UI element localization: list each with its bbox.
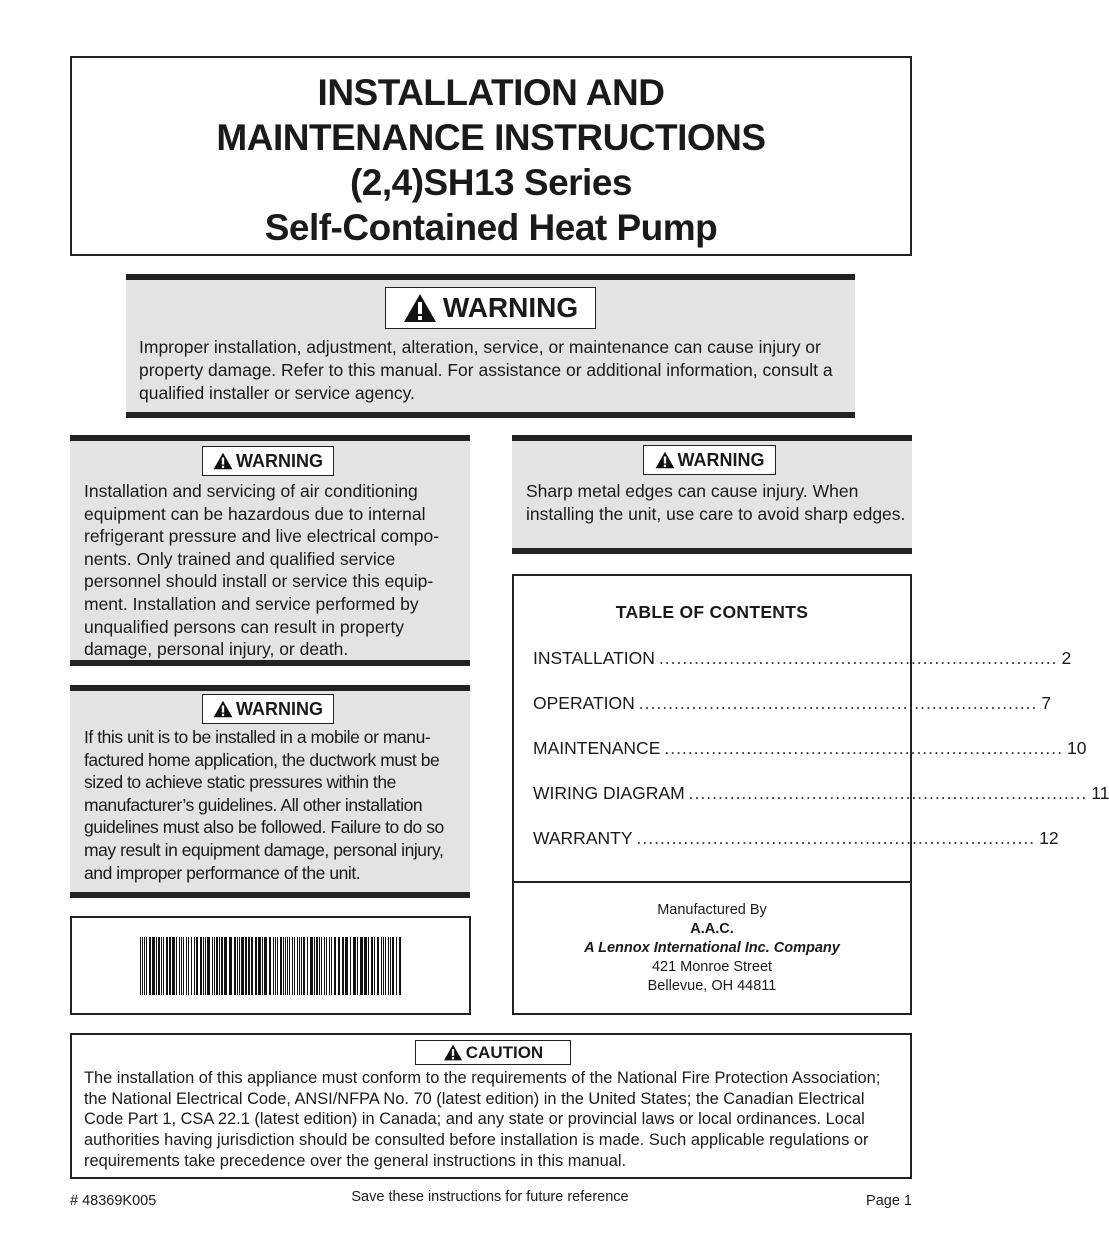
title-line-1: INSTALLATION AND bbox=[317, 72, 665, 113]
warning-label: WARNING bbox=[236, 698, 323, 719]
title-line-4: Self-Contained Heat Pump bbox=[264, 207, 718, 248]
title-line-2: MAINTENANCE INSTRUCTIONS bbox=[216, 117, 766, 158]
warning-label: WARNING bbox=[677, 449, 765, 470]
toc-title: TABLE OF CONTENTS bbox=[615, 602, 809, 622]
warning-label: WARNING bbox=[442, 292, 579, 323]
warning-badge bbox=[202, 446, 334, 476]
mobile-home-warning-text: If this unit is to be installed in a mobile or manu-factured home application, the ductwork must be sized to achieve static pressures within the manufacturer’s guidelines. All other installation guidelines must also be followed. Failure to do so may result in equipment damage, personal injury, and improper performance of the unit. bbox=[84, 727, 444, 883]
toc-entry-label: INSTALLATION bbox=[533, 648, 655, 668]
title-line-3: (2,4)SH13 Series bbox=[349, 162, 632, 203]
toc-leader: .................................................................... bbox=[664, 738, 1063, 758]
toc-entry-wiring-diagram[interactable] bbox=[533, 783, 1109, 804]
toc-leader: .................................................................... bbox=[658, 648, 1058, 668]
installation-warning-panel bbox=[70, 435, 470, 666]
warning-badge bbox=[643, 445, 776, 475]
page-number: Page 1 bbox=[866, 1193, 912, 1209]
caution-label: CAUTION bbox=[465, 1042, 544, 1062]
manufactured-by: Manufactured By bbox=[657, 902, 767, 918]
warning-triangle-icon bbox=[655, 451, 675, 469]
title-block bbox=[70, 56, 912, 256]
caution-box bbox=[70, 1033, 912, 1179]
toc-entry-page: 11 bbox=[1091, 783, 1109, 803]
toc-leader: .................................................................... bbox=[688, 783, 1088, 803]
toc-entry-operation[interactable] bbox=[533, 693, 1052, 714]
toc-entry-page: 7 bbox=[1041, 693, 1052, 713]
barcode-image bbox=[140, 937, 404, 995]
manufacturer-name: A.A.C. bbox=[690, 921, 734, 937]
warning-triangle-icon bbox=[403, 293, 437, 323]
toc-entry-page: 10 bbox=[1067, 738, 1087, 758]
warning-badge bbox=[385, 287, 596, 329]
warning-label: WARNING bbox=[236, 450, 323, 471]
toc-entry-label: WIRING DIAGRAM bbox=[533, 783, 685, 803]
sharp-edges-warning-panel bbox=[512, 435, 912, 554]
toc-entry-maintenance[interactable] bbox=[533, 738, 1087, 759]
caution-badge bbox=[415, 1040, 571, 1065]
toc-entry-page: 12 bbox=[1039, 828, 1059, 848]
barcode-box bbox=[70, 916, 471, 1015]
toc-entry-warranty[interactable] bbox=[533, 828, 1059, 849]
warning-badge bbox=[202, 694, 334, 724]
manufacturer-street: 421 Monroe Street bbox=[651, 959, 773, 975]
toc-entry-label: MAINTENANCE bbox=[533, 738, 661, 758]
toc-entry-label: WARRANTY bbox=[533, 828, 633, 848]
toc-divider bbox=[514, 881, 910, 883]
sharp-edges-warning-text: Sharp metal edges can cause injury. When installing the unit, use care to avoid sharp edges. bbox=[526, 481, 906, 524]
installation-warning-text: Installation and servicing of air conditioning equipment can be hazardous due to internal refrigerant pressure and live electrical compo-nents. Only trained and qualified service personnel should install or service this equip-ment. Installation and service performed by unqualified persons can result in property damage, personal injury, or death. bbox=[84, 481, 440, 660]
toc-leader: .................................................................... bbox=[638, 693, 1038, 713]
warning-triangle-icon bbox=[213, 452, 233, 470]
table-of-contents bbox=[512, 574, 1109, 1015]
save-instructions-note: Save these instructions for future reference bbox=[351, 1189, 629, 1205]
toc-entry-installation[interactable] bbox=[533, 648, 1072, 669]
toc-leader: .................................................................... bbox=[636, 828, 1036, 848]
toc-entry-page: 2 bbox=[1061, 648, 1072, 668]
toc-entry-label: OPERATION bbox=[533, 693, 635, 713]
warning-triangle-icon bbox=[443, 1044, 463, 1061]
main-warning-text: Improper installation, adjustment, alteration, service, or maintenance can cause injury or property damage. Refer to this manual. For assistance or additional information, consult a qualified installer or service agency. bbox=[139, 337, 833, 403]
manufacturer-city: Bellevue, OH 44811 bbox=[647, 978, 777, 994]
document-number: # 48369K005 bbox=[70, 1193, 157, 1209]
main-warning-panel bbox=[126, 274, 855, 418]
caution-text: The installation of this appliance must conform to the requirements of the National Fire Protection Association; the National Electrical Code, ANSI/NFPA No. 70 (latest edition) in the United States; the Canadian Electrical Code Part 1, CSA 22.1 (latest edition) in Canada; and any state or provincial laws or local ordinances. Local authorities having jurisdiction should be consulted before installation is made. Such applicable regulations or requirements take precedence over the general instructions in this manual. bbox=[84, 1069, 881, 1170]
warning-triangle-icon bbox=[213, 700, 233, 718]
manufacturer-info bbox=[514, 901, 910, 996]
manufacturer-company: A Lennox International Inc. Company bbox=[584, 940, 840, 956]
mobile-home-warning-panel bbox=[70, 685, 470, 898]
